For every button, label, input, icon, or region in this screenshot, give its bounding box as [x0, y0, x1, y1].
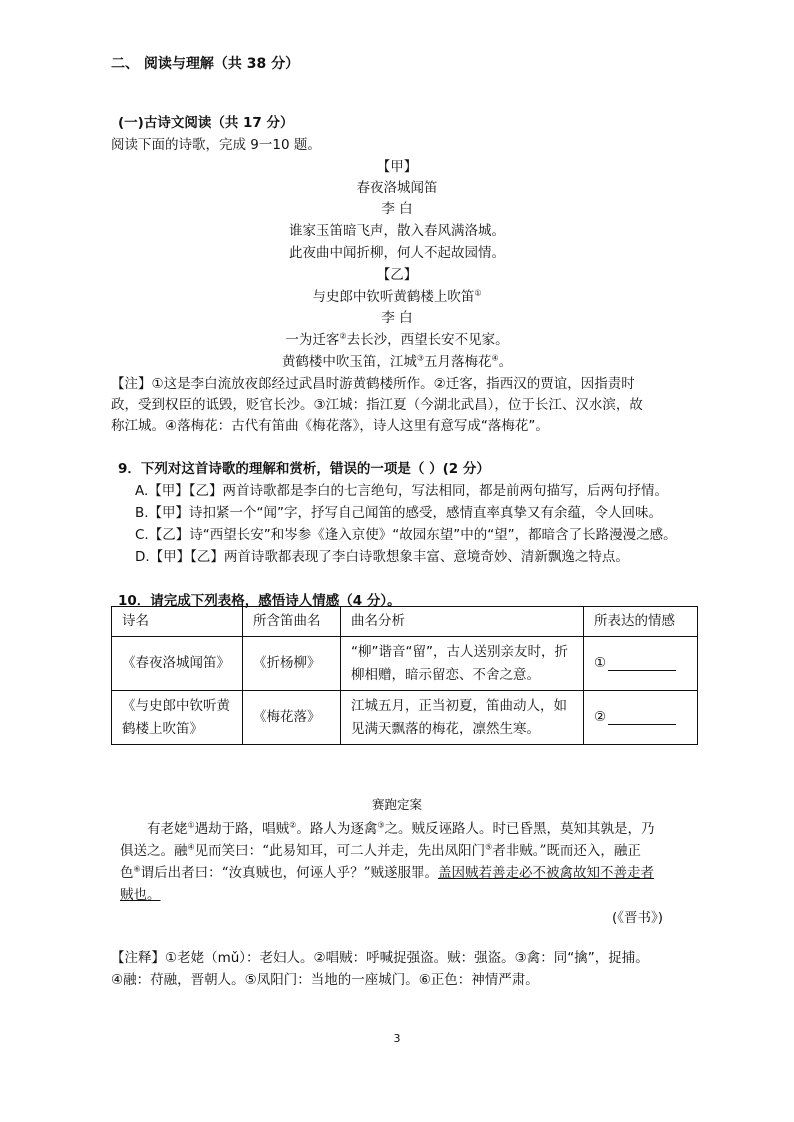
q10-stem: 10．请完成下列表格，感悟诗人情感（4 分）。	[118, 593, 401, 609]
answer-marker: ①	[594, 655, 607, 671]
q9-option-c: C.【乙】诗“西望长安”和岑参《逢入京使》“故园东望”中的“望”，都暗含了长路漫漫之感。	[135, 527, 677, 543]
cell-emotion[interactable]	[584, 691, 698, 745]
cell-poem: 《与史郎中钦听黄鹤楼上吹笛》	[112, 691, 243, 745]
poem-a-line-1: 谁家玉笛暗飞声，散入春风满洛城。	[289, 223, 505, 239]
poem-a-line-2: 此夜曲中闻折柳，何人不起故园情。	[289, 245, 505, 261]
poem-a-title: 春夜洛城闻笛	[356, 180, 438, 196]
table-row	[112, 691, 698, 745]
cell-analysis: “柳”谐音“留”，古人送别亲友时，折柳相赠，暗示留恋、不舍之意。	[341, 637, 584, 691]
passage-line-2: 俱送之。融④见而笑曰：“此易知耳，可二人并走，先出凤阳门⑤者非贼。”既而还入，融正	[120, 842, 641, 859]
poem-a-tag: 【甲】	[376, 159, 418, 175]
part-instruction: 阅读下面的诗歌，完成 9一10 题。	[111, 137, 321, 153]
q9-option-d: D.【甲】【乙】两首诗歌都表现了李白诗歌想象丰富、意境奇妙、清新飘逸之特点。	[135, 549, 629, 565]
answer-blank[interactable]	[608, 656, 676, 671]
answer-blank[interactable]	[608, 710, 676, 725]
cell-song: 《梅花落》	[243, 691, 341, 745]
cell-analysis: 江城五月，正当初夏，笛曲动人，如见满天飘落的梅花，凛然生寒。	[341, 691, 584, 745]
part-title: (一)古诗文阅读（共 17 分）	[118, 115, 294, 131]
table-header-row	[112, 607, 698, 637]
cell-song: 《折杨柳》	[243, 637, 341, 691]
q10-table	[111, 606, 698, 745]
header-emotion: 所表达的情感	[584, 607, 698, 637]
q9-stem: 9．下列对这首诗歌的理解和赏析，错误的一项是（ ）(2 分）	[118, 461, 490, 477]
poem-b-author: 李 白	[381, 310, 413, 326]
page-number: 3	[393, 1032, 401, 1045]
passage-line-4: 贼也。	[120, 887, 161, 903]
cell-emotion[interactable]	[584, 637, 698, 691]
poem-a-author: 李 白	[381, 201, 413, 217]
passage-line-1: 有老姥①遇劫于路，唱贼②。路人为逐禽③之。贼反诬路人。时已昏黑，莫知其孰是，乃	[147, 820, 655, 837]
note-line-1: 【注】①这是李白流放夜郎经过武昌时游黄鹤楼所作。②迁客，指西汉的贾谊，因指责时	[111, 376, 635, 392]
passage-line-3: 色⑥谓后出者曰：“汝真贼也，何诬人乎？”贼遂服罪。盖因贼若善走必不被禽故知不善走者	[120, 864, 654, 881]
underlined-sentence: 盖因贼若善走必不被禽故知不善走者	[437, 865, 654, 881]
poem-b-line-1: 一为迁客②去长沙，西望长安不见家。	[285, 331, 509, 348]
passage-source: (《晋书》)	[612, 910, 664, 926]
annotation-line-1: 【注释】①老姥（mǔ）：老妇人。②唱贼：呼喊捉强盗。贼：强盗。③禽：同“擒”，捉捕。	[111, 950, 649, 966]
note-line-3: 称江城。④落梅花：古代有笛曲《梅花落》，诗人这里有意写成“落梅花”。	[111, 418, 549, 434]
header-poem: 诗名	[112, 607, 243, 637]
annotation-line-2: ④融：苻融，晋朝人。⑤凤阳门：当地的一座城门。⑥正色：神情严肃。	[111, 972, 539, 988]
note-line-2: 政，受到权臣的诋毁，贬官长沙。③江城：指江夏（今湖北武昌），位于长江、汉水滨，故	[111, 397, 643, 413]
poem-b-title: 与史郎中钦听黄鹤楼上吹笛①	[312, 288, 482, 305]
table-row	[112, 637, 698, 691]
cell-poem: 《春夜洛城闻笛》	[112, 637, 243, 691]
passage-title: 赛跑定案	[371, 797, 422, 812]
answer-marker: ②	[594, 709, 607, 725]
poem-b-line-2: 黄鹤楼中吹玉笛，江城③五月落梅花④。	[281, 353, 513, 370]
q9-option-b: B.【甲】诗扣紧一个“闻”字，抒写自己闻笛的感受，感情直率真挚又有余蕴，令人回味。	[135, 505, 663, 521]
poem-b-tag: 【乙】	[376, 267, 418, 283]
q9-option-a: A.【甲】【乙】两首诗歌都是李白的七言绝句，写法相同，都是前两句描写，后两句抒情。	[135, 483, 669, 499]
header-analysis: 曲名分析	[341, 607, 584, 637]
header-song: 所含笛曲名	[243, 607, 341, 637]
section-title: 二、 阅读与理解（共 38 分）	[111, 56, 300, 72]
